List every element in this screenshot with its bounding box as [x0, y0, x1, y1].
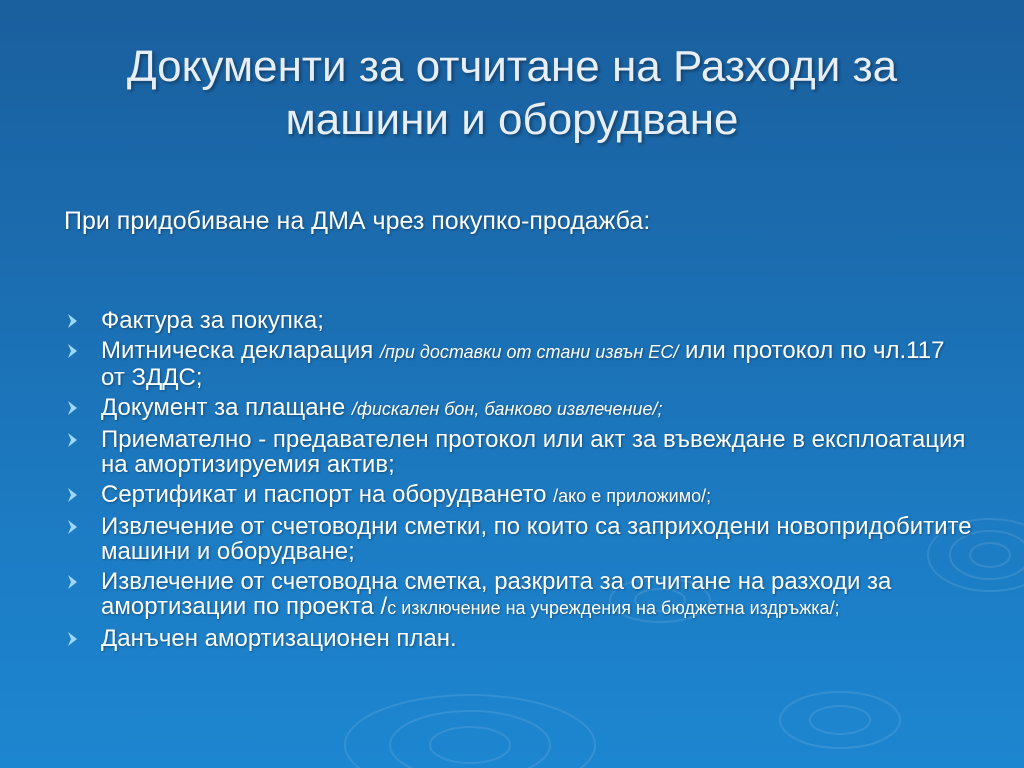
chevron-right-arrow-icon — [64, 573, 82, 591]
item-text: Данъчен амортизационен план. — [101, 625, 457, 652]
list-item — [64, 626, 974, 651]
item-text: Извлечение от счетоводна сметка, разкрита за отчитане на разходи за амортизации по проекта / — [101, 568, 892, 620]
list-item — [64, 514, 974, 564]
chevron-right-arrow-icon — [64, 399, 82, 417]
slide-title: Документи за отчитане на Разходи за машини и оборудване — [126, 42, 898, 144]
item-text: Митническа декларация — [101, 337, 380, 364]
chevron-right-arrow-icon — [64, 312, 82, 330]
item-note: /при доставки от стани извън ЕС/ — [379, 342, 679, 362]
item-text: Извлечение от счетоводни сметки, по които са заприходени новопридобитите машини и оборудване; — [101, 513, 972, 565]
item-note: /фискален бон, банково извлечение/; — [351, 399, 663, 419]
list-item — [64, 427, 974, 477]
list-item — [64, 338, 974, 390]
chevron-right-arrow-icon — [64, 630, 82, 648]
list-item — [64, 569, 974, 621]
item-note: /ако е приложимо/; — [553, 486, 712, 506]
list-item — [64, 308, 974, 333]
list-item — [64, 482, 974, 509]
item-text: Сертификат и паспорт на оборудването — [101, 481, 554, 508]
item-note: с изключение на учреждения на бюджетна издръжка/; — [387, 598, 840, 618]
item-text: Документ за плащане — [101, 394, 352, 421]
item-text-after: или протокол по чл.117 от ЗДДС; — [101, 337, 945, 391]
intro-text: При придобиване на ДМА чрез покупко-продажба: — [64, 207, 651, 235]
bullet-list — [64, 308, 974, 656]
list-item — [64, 395, 974, 422]
item-text: Приемателно - предавателен протокол или акт за въвеждане в експлоатация на амортизируемия актив; — [101, 426, 966, 478]
item-text: Фактура за покупка; — [101, 307, 324, 334]
chevron-right-arrow-icon — [64, 518, 82, 536]
chevron-right-arrow-icon — [64, 342, 82, 360]
chevron-right-arrow-icon — [64, 486, 82, 504]
chevron-right-arrow-icon — [64, 431, 82, 449]
